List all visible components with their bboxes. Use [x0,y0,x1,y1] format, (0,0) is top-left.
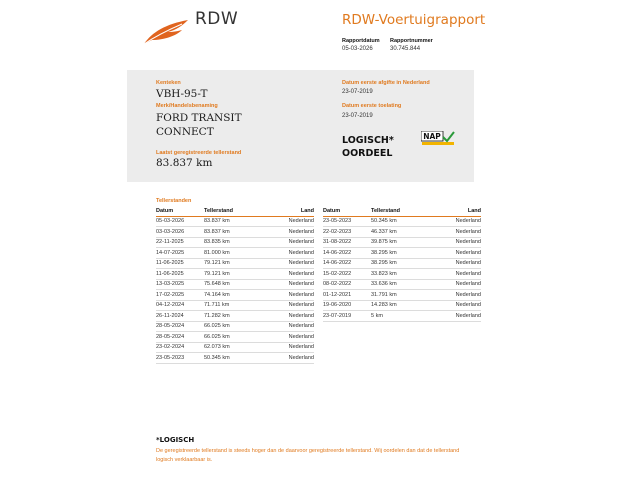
cell-land: Nederland [262,216,314,227]
cell-tellerstand: 71.711 km [204,300,262,311]
cell-land: Nederland [262,227,314,238]
cell-land: Nederland [429,290,481,301]
kenteken-value: VBH-95-T [156,88,208,100]
cell-datum: 31-08-2022 [323,237,371,248]
oordeel-line1: LOGISCH* [342,135,394,146]
cell-tellerstand: 38.295 km [371,248,429,259]
cell-datum: 04-12-2024 [156,300,204,311]
cell-tellerstand: 31.791 km [371,290,429,301]
table-row [323,279,481,290]
table-row [323,300,481,311]
oordeel-line2: OORDEEL [342,148,393,159]
table-row [156,321,314,332]
cell-land: Nederland [262,311,314,322]
nap-check-icon [421,131,455,145]
table-row [323,258,481,269]
col-land: Land [429,207,481,216]
cell-land: Nederland [262,290,314,301]
cell-land: Nederland [429,237,481,248]
table-row [156,311,314,322]
cell-land: Nederland [429,216,481,227]
tellerstanden-table-right [323,207,481,322]
cell-land: Nederland [262,321,314,332]
table-row [156,300,314,311]
cell-land: Nederland [262,248,314,259]
table-row [156,237,314,248]
table-row [156,216,314,227]
footnote-title: *LOGISCH [156,436,195,444]
table-row [156,227,314,238]
rdw-logo-icon [142,18,190,46]
cell-land: Nederland [262,258,314,269]
table-row [323,311,481,322]
cell-datum: 14-06-2022 [323,248,371,259]
cell-tellerstand: 39.875 km [371,237,429,248]
cell-datum: 05-03-2026 [156,216,204,227]
cell-datum: 17-02-2025 [156,290,204,301]
merk-label: Merk/Handelsbenaming [156,103,218,109]
cell-tellerstand: 83.837 km [204,227,262,238]
toelating-label: Datum eerste toelating [342,103,402,109]
cell-tellerstand: 50.345 km [204,353,262,364]
tellerstand-value: 83.837 km [156,157,213,169]
col-land: Land [262,207,314,216]
toelating-value: 23-07-2019 [342,113,373,119]
cell-datum: 22-02-2023 [323,227,371,238]
cell-datum: 15-02-2022 [323,269,371,280]
table-row [156,332,314,343]
cell-datum: 11-06-2025 [156,258,204,269]
cell-datum: 28-05-2024 [156,332,204,343]
cell-land: Nederland [429,311,481,322]
table-row [323,237,481,248]
cell-land: Nederland [262,237,314,248]
cell-tellerstand: 79.121 km [204,258,262,269]
cell-tellerstand: 38.295 km [371,258,429,269]
cell-tellerstand: 14.283 km [371,300,429,311]
tellerstand-label: Laatst geregistreerde tellerstand [156,150,242,156]
cell-datum: 14-06-2022 [323,258,371,269]
cell-datum: 23-02-2024 [156,342,204,353]
table-row [323,227,481,238]
cell-tellerstand: 66.025 km [204,321,262,332]
table-row [323,248,481,259]
cell-land: Nederland [429,300,481,311]
merk-line1: FORD TRANSIT [156,112,242,124]
col-tellerstand: Tellerstand [204,207,262,216]
cell-land: Nederland [262,342,314,353]
cell-tellerstand: 79.121 km [204,269,262,280]
cell-land: Nederland [429,258,481,269]
rapportdatum-value: 05-03-2026 [342,46,373,52]
cell-tellerstand: 83.835 km [204,237,262,248]
rapportdatum-label: Rapportdatum [342,38,380,44]
cell-tellerstand: 71.282 km [204,311,262,322]
cell-datum: 01-12-2021 [323,290,371,301]
cell-land: Nederland [262,279,314,290]
afgifte-label: Datum eerste afgifte in Nederland [342,80,430,86]
footnote-text: De geregistreerde tellerstand is steeds hoger dan de daarvoor geregistreerde tellerstand. Wij oordelen dan dat de tellerstand logisch verklaarbaar is. [156,448,460,463]
cell-datum: 23-05-2023 [323,216,371,227]
table-row [323,290,481,301]
kenteken-label: Kenteken [156,80,181,86]
col-tellerstand: Tellerstand [371,207,429,216]
cell-tellerstand: 62.073 km [204,342,262,353]
cell-tellerstand: 46.337 km [371,227,429,238]
cell-land: Nederland [429,279,481,290]
table-row [323,216,481,227]
cell-tellerstand: 66.025 km [204,332,262,343]
merk-line2: CONNECT [156,126,214,138]
afgifte-value: 23-07-2019 [342,89,373,95]
rapportnummer-value: 30.745.844 [390,46,421,52]
cell-land: Nederland [262,269,314,280]
rdw-logo-text: RDW [195,9,239,29]
col-datum: Datum [156,207,204,216]
cell-tellerstand: 83.837 km [204,216,262,227]
table-row [156,258,314,269]
cell-land: Nederland [262,332,314,343]
cell-datum: 08-02-2022 [323,279,371,290]
cell-datum: 23-05-2023 [156,353,204,364]
col-datum: Datum [323,207,371,216]
cell-tellerstand: 33.823 km [371,269,429,280]
cell-tellerstand: 81.000 km [204,248,262,259]
cell-datum: 14-07-2025 [156,248,204,259]
cell-land: Nederland [429,227,481,238]
table-row [156,342,314,353]
nap-text: NAP [423,132,441,141]
table-row [156,269,314,280]
cell-land: Nederland [262,353,314,364]
cell-datum: 28-05-2024 [156,321,204,332]
table-row [156,290,314,301]
table-row [323,269,481,280]
cell-tellerstand: 5 km [371,311,429,322]
table-row [156,248,314,259]
cell-datum: 11-06-2025 [156,269,204,280]
cell-datum: 19-06-2020 [323,300,371,311]
cell-datum: 13-03-2025 [156,279,204,290]
rapportnummer-label: Rapportnummer [390,38,433,44]
cell-datum: 26-11-2024 [156,311,204,322]
table-row [156,353,314,364]
tellerstanden-title: Tellerstanden [156,198,192,204]
cell-tellerstand: 75.648 km [204,279,262,290]
tellerstanden-table-left [156,207,314,364]
cell-tellerstand: 74.164 km [204,290,262,301]
cell-land: Nederland [262,300,314,311]
cell-datum: 03-03-2026 [156,227,204,238]
cell-tellerstand: 50.345 km [371,216,429,227]
table-row [156,279,314,290]
cell-datum: 23-07-2019 [323,311,371,322]
report-title: RDW-Voertuigrapport [342,12,486,28]
cell-land: Nederland [429,248,481,259]
cell-tellerstand: 33.636 km [371,279,429,290]
cell-land: Nederland [429,269,481,280]
cell-datum: 22-11-2025 [156,237,204,248]
